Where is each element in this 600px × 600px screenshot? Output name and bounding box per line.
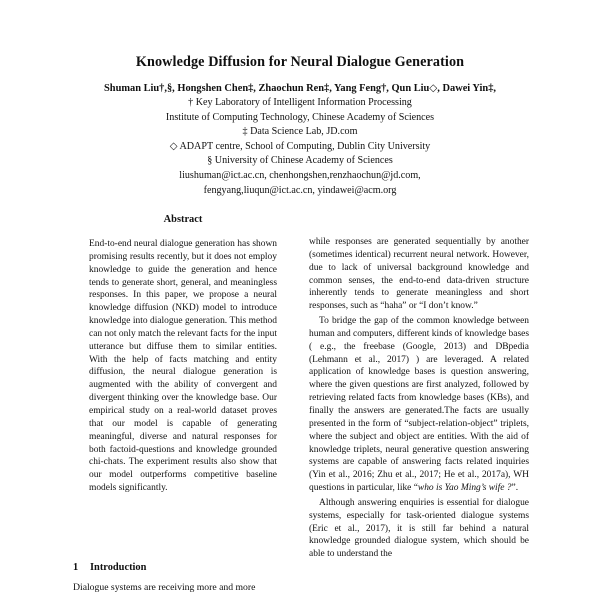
right-column (309, 236, 529, 561)
affiliation-line: ‡ Data Science Lab, JD.com (242, 126, 358, 138)
body-paragraph (309, 315, 529, 495)
body-paragraph: while responses are generated sequentially by another (sometimes identical) recurrent neural network. However, due to lack of universal background knowledge and common senses, the end-to-end data-driven structure inherently tends to generate meaningless and short responses, such as “haha” or “I don’t know.” (309, 237, 529, 312)
affiliation-line: Institute of Computing Technology, Chinese Academy of Sciences (165, 111, 435, 123)
affiliation-line: § University of Chinese Academy of Sciences (207, 155, 393, 167)
paragraph-text: To bridge the gap of the common knowledge between human and computers, different kinds of knowledge bases ( e.g., the freebase (Google, 2013) and DBpedia (Lehmann et al., 2017) ) are leveraged. A related application of knowledge bases is question answering, where the given questions are first analyzed, followed by retrieving related facts from knowledge bases (KBs), and finally the answers are generated.The facts are usually presented in the form of “subject-relation-object” triplets, where the subject and object are entities. With the aid of knowledge triplets, neural generative question answering systems are capable of answering facts related inquiries (Yin et al., 2016; Zhu et al., 2017; He et al., 2017a), WH questions in particular, like “ (309, 316, 529, 494)
paper-title: Knowledge Diffusion for Neural Dialogue Generation (135, 54, 465, 70)
affiliation-line: ◇ ADAPT centre, School of Computing, Dublin City University (169, 140, 431, 152)
affiliation-line: † Key Laboratory of Intelligent Information Processing (188, 97, 412, 108)
abstract-body (89, 238, 277, 495)
email-line: fengyang,liuqun@ict.ac.cn, yindawei@acm.org (203, 184, 397, 196)
intro-paragraph-start: Dialogue systems are receiving more and more (73, 582, 256, 593)
section-title: Introduction (90, 562, 147, 573)
section-heading (73, 562, 146, 573)
author-list: Shuman Liu†,§, Hongshen Chen‡, Zhaochun Ren‡, Yang Feng†, Qun Liu◇, Dawei Yin‡, (104, 83, 496, 94)
email-line: liushuman@ict.ac.cn, chenhongshen,renzhaochun@jd.com, (179, 169, 421, 181)
paragraph-text-end: ”. (511, 483, 519, 494)
abstract-heading: Abstract (163, 214, 203, 225)
body-paragraph: Although answering enquiries is essential for dialogue systems, especially for task-oriented dialogue systems (Eric et al., 2017), it is still far behind a natural knowledge grounded dialogue system, which should be able to understand the (309, 497, 529, 560)
example-question: who is Yao Ming’s wife ? (417, 483, 512, 494)
affiliation-block (0, 96, 600, 198)
section-number: 1 (73, 562, 79, 573)
abstract-text: End-to-end neural dialogue generation has shown promising results recently, but it does not employ knowledge to guide the generation and hence tends to generate short, general, and meaningless responses. In this paper, we propose a neural knowledge diffusion (NKD) model to introduce knowledge into dialogue generation. This method can not only match the relevant facts for the input utterance but diffuse them to similar entities. With the help of facts matching and entity diffusion, the neural dialogue generation is augmented with the ability of convergent and divergent thinking over the knowledge base. Our empirical study on a real-world dataset proves that our model is capable of generating meaningful, diverse and natural responses for both factoid-questions and knowledge grounded chi-chats. The experiment results also show that our model outperforms competitive baseline models significantly. (89, 239, 277, 494)
